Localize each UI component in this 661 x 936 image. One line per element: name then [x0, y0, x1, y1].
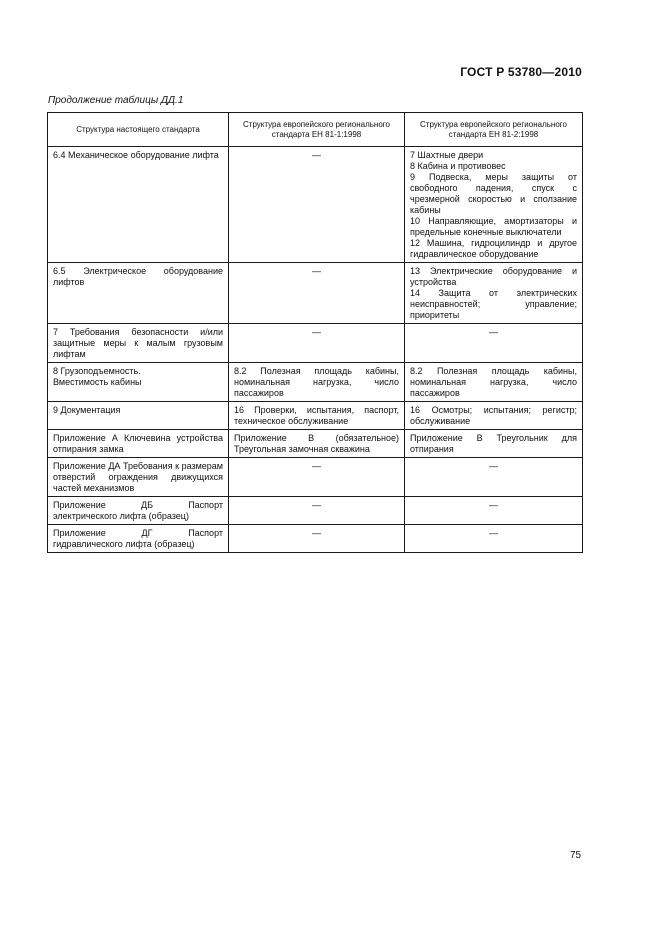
- table-cell: [405, 430, 583, 458]
- table-cell: [229, 402, 405, 430]
- table-row: [48, 147, 583, 263]
- table-header-row: [48, 113, 583, 147]
- table-cell: [405, 402, 583, 430]
- table-row: [48, 402, 583, 430]
- table-row: [48, 497, 583, 525]
- cell-text: —: [489, 500, 498, 510]
- table-cell: [405, 363, 583, 402]
- cell-text: Приложение ДБ Паспорт электрического лифта (образец): [53, 500, 223, 521]
- cell-text: Приложение ДГ Паспорт гидравлического лифта (образец): [53, 528, 223, 549]
- cell-text: Приложение ДА Требования к размерам отверстий ограждения движущихся частей механизмов: [53, 461, 223, 493]
- cell-text: Вместимость кабины: [53, 377, 142, 387]
- table-cell: [48, 402, 229, 430]
- table-continuation-label: Продолжение таблицы ДД.1: [48, 95, 184, 106]
- table-cell: [48, 324, 229, 363]
- table-cell: [405, 458, 583, 497]
- cell-text: —: [489, 327, 498, 337]
- table-cell: [405, 147, 583, 263]
- cell-text: 8.2 Полезная площадь кабины, номинальная нагрузка, число пассажиров: [410, 366, 577, 398]
- cell-text: 14 Защита от электрических неисправностей; управление; приоритеты: [410, 288, 577, 320]
- cell-text: —: [312, 528, 321, 538]
- table-row: [48, 363, 583, 402]
- document-id: ГОСТ Р 53780—2010: [460, 65, 582, 79]
- cell-text: 9 Подвеска, меры защиты от свободного падения, спуск с чрезмерной скоростью и сползание кабины: [410, 172, 577, 215]
- column-header: Структура настоящего стандарта: [48, 113, 229, 147]
- table-cell: [229, 458, 405, 497]
- table-cell: [229, 324, 405, 363]
- table-cell: [405, 525, 583, 553]
- table-cell: [405, 324, 583, 363]
- cell-text: Приложение В Треугольник для отпирания: [410, 433, 577, 454]
- table-row: [48, 430, 583, 458]
- cell-text: 6.5 Электрическое оборудование лифтов: [53, 266, 223, 287]
- table-row: [48, 525, 583, 553]
- cell-text: 8 Грузоподъемность.: [53, 366, 141, 376]
- cell-text: 9 Документация: [53, 405, 121, 415]
- table-cell: [48, 525, 229, 553]
- cell-text: 8 Кабина и противовес: [410, 161, 506, 171]
- cell-text: —: [312, 150, 321, 160]
- cell-text: —: [489, 528, 498, 538]
- table-cell: [229, 147, 405, 263]
- table-row: [48, 458, 583, 497]
- column-header: Структура европейского регионального стандарта ЕН 81-1:1998: [229, 113, 405, 147]
- cell-text: Приложение В (обязательное) Треугольная замочная скважина: [234, 433, 399, 454]
- cell-text: 12 Машина, гидроцилиндр и другое гидравлическое оборудование: [410, 238, 577, 259]
- table-cell: [48, 363, 229, 402]
- table-row: [48, 324, 583, 363]
- column-header: Структура европейского регионального стандарта ЕН 81-2:1998: [405, 113, 583, 147]
- cell-text: 16 Осмотры; испытания; регистр; обслуживание: [410, 405, 577, 426]
- table-cell: [405, 497, 583, 525]
- cell-text: —: [312, 500, 321, 510]
- table-cell: [48, 430, 229, 458]
- cell-text: 8.2 Полезная площадь кабины, номинальная нагрузка, число пассажиров: [234, 366, 399, 398]
- cell-text: 7 Требования безопасности и/или защитные меры к малым грузовым лифтам: [53, 327, 223, 359]
- cell-text: 6.4 Механическое оборудование лифта: [53, 150, 219, 160]
- cell-text: —: [312, 327, 321, 337]
- table-cell: [229, 430, 405, 458]
- table-cell: [48, 263, 229, 324]
- cell-text: 13 Электрические оборудование и устройства: [410, 266, 577, 287]
- cell-text: —: [312, 461, 321, 471]
- table-cell: [405, 263, 583, 324]
- cell-text: 10 Направляющие, амортизаторы и предельные конечные выключатели: [410, 216, 577, 237]
- table-cell: [229, 497, 405, 525]
- cell-text: 16 Проверки, испытания, паспорт, техническое обслуживание: [234, 405, 399, 426]
- cell-text: —: [312, 266, 321, 276]
- cell-text: Приложение А Ключевина устройства отпирания замка: [53, 433, 223, 454]
- table-cell: [229, 363, 405, 402]
- cell-text: —: [489, 461, 498, 471]
- table-row: [48, 263, 583, 324]
- page-number: 75: [570, 850, 582, 861]
- table-body: [48, 147, 583, 553]
- table-cell: [229, 525, 405, 553]
- table-cell: [48, 458, 229, 497]
- table-cell: [48, 147, 229, 263]
- correspondence-table: [47, 112, 583, 553]
- table-cell: [229, 263, 405, 324]
- cell-text: 7 Шахтные двери: [410, 150, 484, 160]
- table-cell: [48, 497, 229, 525]
